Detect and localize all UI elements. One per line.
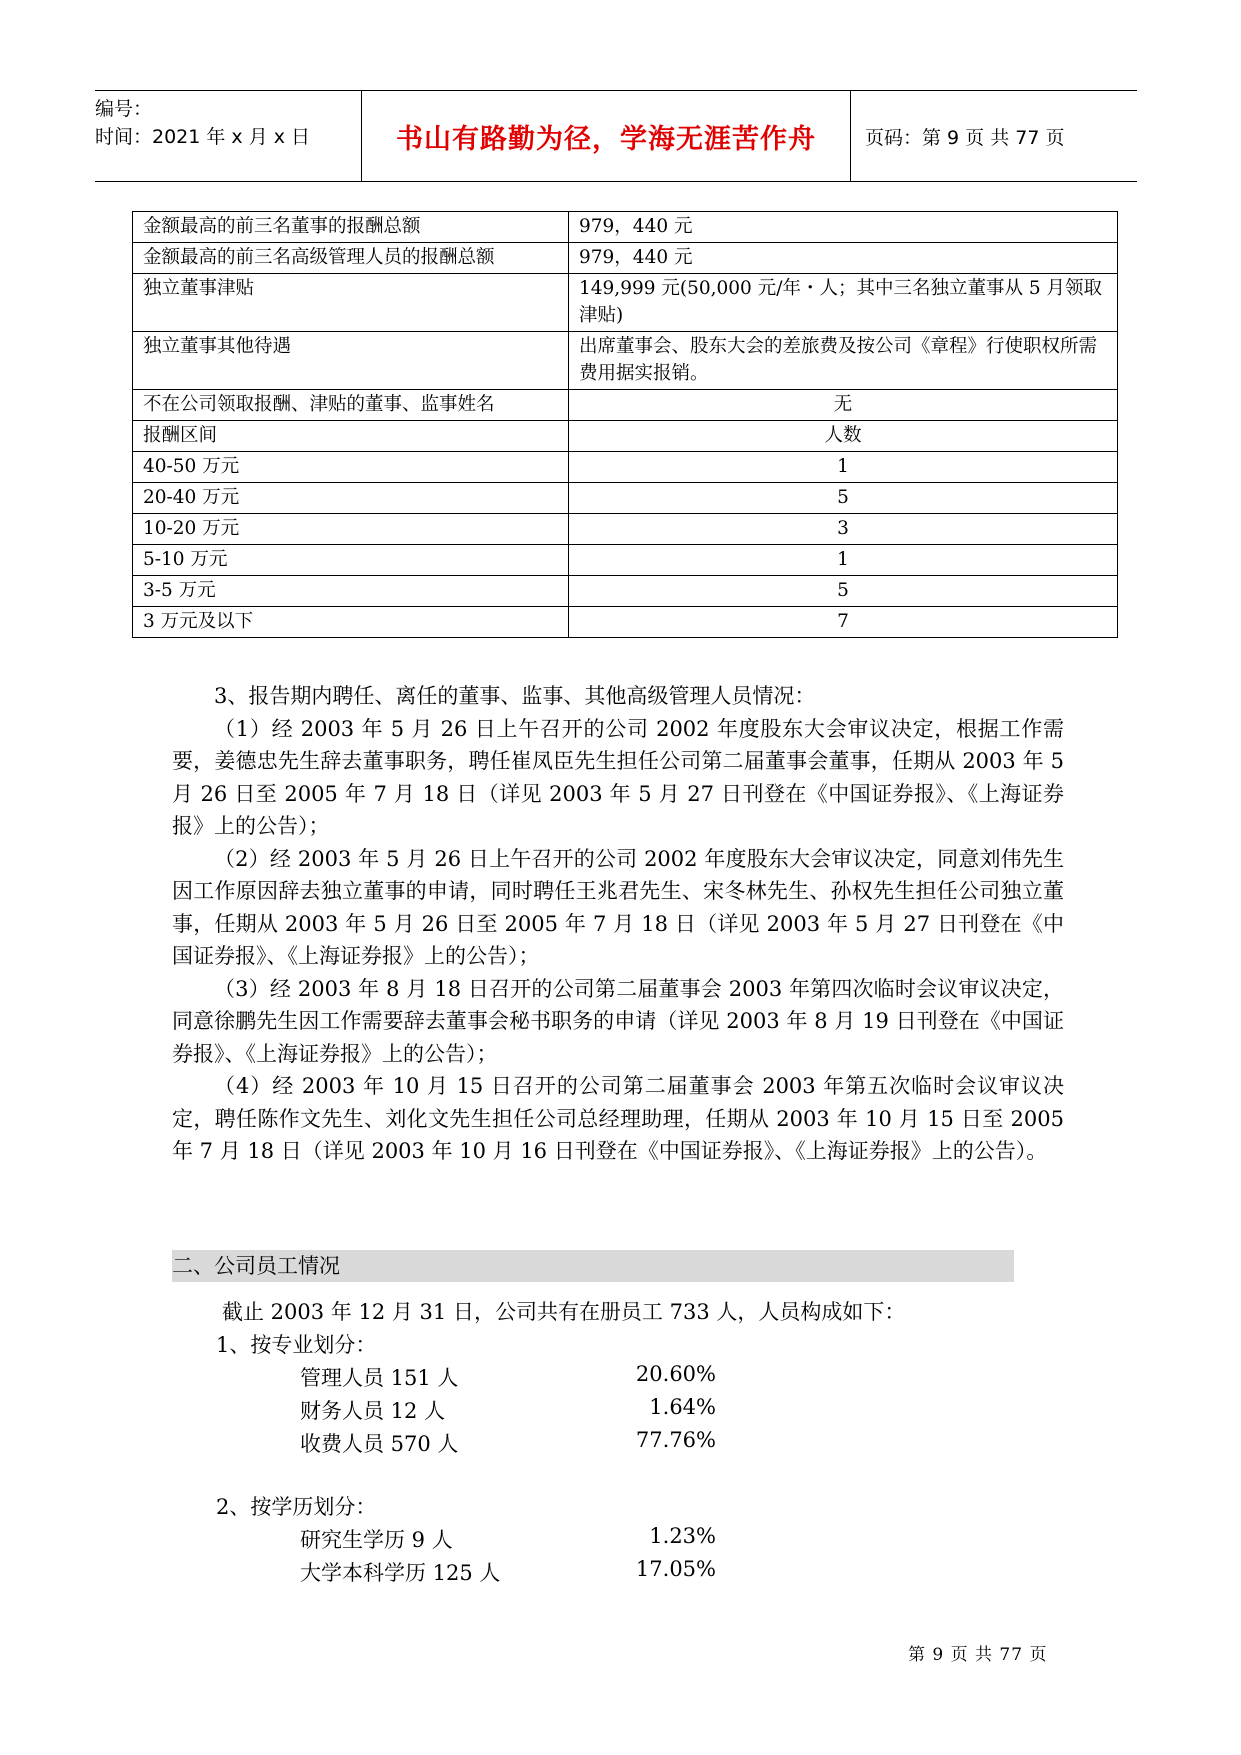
- table-cell-value: 人数: [569, 421, 1118, 452]
- page-footer: 第 9 页 共 77 页: [908, 1645, 1048, 1665]
- paragraph: （2）经 2003 年 5 月 26 日上午召开的公司 2002 年度股东大会审议决定，同意刘伟先生因工作原因辞去独立董事的申请，同时聘任王兆君先生、宋冬林先生、孙权先生担任公司独立董事，任期从 2003 年 5 月 26 日至 2005 年 7 月 18 日（详见 2003 年 5 月 27 日刊登在《中国证券报》、《上海证券报》上的公告）；: [172, 846, 1064, 968]
- staff-label: 管理人员 151 人: [300, 1366, 459, 1390]
- table-cell-label: 40-50 万元: [133, 452, 569, 483]
- number-label: 编号：: [95, 98, 153, 120]
- table-row: [133, 576, 1118, 607]
- table-row: [133, 545, 1118, 576]
- list-item: [300, 1362, 458, 1392]
- table-cell-label: 3 万元及以下: [133, 607, 569, 638]
- table-cell-value: 979，440 元: [569, 243, 1118, 274]
- table-cell-value: 5: [569, 483, 1118, 514]
- table-row: [133, 274, 1118, 332]
- staff-label: 研究生学历 9 人: [300, 1528, 453, 1552]
- paragraph: （4）经 2003 年 10 月 15 日召开的公司第二届董事会 2003 年第五次临时会议审议决定，聘任陈作文先生、刘化文先生担任公司总经理助理，任期从 2003 年 10 月 15 日至 2005 年 7 月 18 日（详见 2003 年 10 月 16 日刊登在《中国证券报》、《上海证券报》上的公告）。: [172, 1074, 1064, 1163]
- table-row: [133, 212, 1118, 243]
- table-row: [133, 514, 1118, 545]
- time-label: 时间：2021 年 x 月 x 日: [95, 126, 311, 148]
- staff-intro: 截止 2003 年 12 月 31 日，公司共有在册员工 733 人，人员构成如下：: [222, 1300, 906, 1324]
- table-row: [133, 332, 1118, 390]
- header-left: [95, 91, 361, 181]
- compensation-table: [132, 211, 1118, 638]
- table-cell-value: 149,999 元(50,000 元/年・人；其中三名独立董事从 5 月领取津贴): [569, 274, 1118, 332]
- staff-label: 财务人员 12 人: [300, 1399, 446, 1423]
- table-row: [133, 483, 1118, 514]
- list-item: [300, 1428, 458, 1458]
- table-cell-label: 不在公司领取报酬、津贴的董事、监事姓名: [133, 390, 569, 421]
- staff-pct: 20.60%: [635, 1362, 716, 1386]
- staff-label: 收费人员 570 人: [300, 1432, 459, 1456]
- paragraph: （1）经 2003 年 5 月 26 日上午召开的公司 2002 年度股东大会审议决定，根据工作需要，姜德忠先生辞去董事职务，聘任崔凤臣先生担任公司第二届董事会董事，任期从 2003 年 5 月 26 日至 2005 年 7 月 18 日（详见 2003 年 5 月 27 日刊登在《中国证券报》、《上海证券报》上的公告）；: [172, 716, 1064, 838]
- table-cell-label: 金额最高的前三名董事的报酬总额: [133, 212, 569, 243]
- list-item: [300, 1395, 445, 1425]
- table-cell-value: 3: [569, 514, 1118, 545]
- table-row: [133, 607, 1118, 638]
- table-cell-value: 979，440 元: [569, 212, 1118, 243]
- staff-pct: 77.76%: [635, 1428, 716, 1452]
- table-cell-value: 出席董事会、股东大会的差旅费及按公司《章程》行使职权所需费用据实报销。: [569, 332, 1118, 390]
- staff-pct: 17.05%: [635, 1557, 716, 1581]
- section-heading: 3、报告期内聘任、离任的董事、监事、其他高级管理人员情况：: [214, 684, 816, 708]
- table-cell-value: 无: [569, 390, 1118, 421]
- table-cell-value: 1: [569, 545, 1118, 576]
- section-title-bar: 二、公司员工情况: [172, 1250, 1014, 1282]
- document-header: [95, 90, 1137, 182]
- table-row: [133, 390, 1118, 421]
- staff-pct: 1.64%: [649, 1395, 716, 1419]
- table-cell-label: 20-40 万元: [133, 483, 569, 514]
- table-cell-label: 报酬区间: [133, 421, 569, 452]
- header-motto: 书山有路勤为径，学海无涯苦作舟: [361, 91, 851, 181]
- table-cell-label: 独立董事其他待遇: [133, 332, 569, 390]
- list-item: [300, 1557, 500, 1587]
- appointments-section: [172, 680, 1064, 1168]
- table-cell-value: 5: [569, 576, 1118, 607]
- table-cell-value: 1: [569, 452, 1118, 483]
- staff-pct: 1.23%: [649, 1524, 716, 1548]
- staff-label: 大学本科学历 125 人: [300, 1561, 501, 1585]
- table-row: [133, 421, 1118, 452]
- table-cell-label: 独立董事津贴: [133, 274, 569, 332]
- paragraph: （3）经 2003 年 8 月 18 日召开的公司第二届董事会 2003 年第四次临时会议审议决定，同意徐鹏先生因工作需要辞去董事会秘书职务的申请（详见 2003 年 8 月 19 日刊登在《中国证券报》、《上海证券报》上的公告）；: [172, 976, 1064, 1066]
- table-cell-label: 3-5 万元: [133, 576, 569, 607]
- profession-heading: 1、按专业划分：: [216, 1333, 377, 1357]
- table-cell-label: 10-20 万元: [133, 514, 569, 545]
- list-item: [300, 1524, 453, 1554]
- header-page-label: 页码：第 9 页 共 77 页: [865, 126, 1065, 149]
- table-row: [133, 452, 1118, 483]
- table-cell-value: 7: [569, 607, 1118, 638]
- table-cell-label: 5-10 万元: [133, 545, 569, 576]
- table-cell-label: 金额最高的前三名高级管理人员的报酬总额: [133, 243, 569, 274]
- education-heading: 2、按学历划分：: [216, 1495, 377, 1519]
- table-row: [133, 243, 1118, 274]
